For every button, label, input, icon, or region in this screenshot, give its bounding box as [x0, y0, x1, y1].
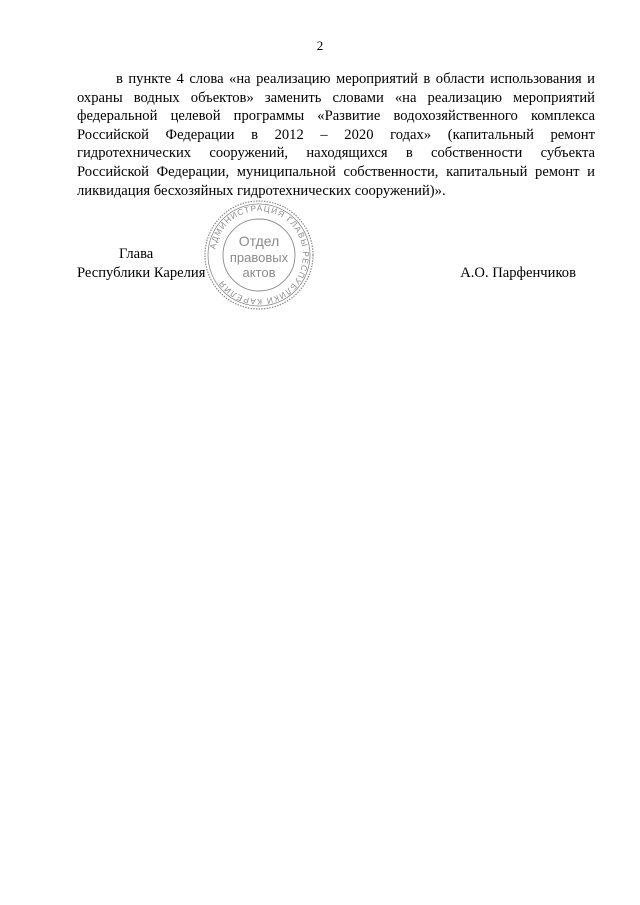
stamp-ring-text: АДМИНИСТРАЦИЯ ГЛАВЫ РЕСПУБЛИКИ КАРЕЛИЯ — [208, 203, 311, 307]
page-number: 2 — [316, 38, 324, 53]
official-stamp — [203, 199, 315, 311]
body-paragraph: в пункте 4 слова «на реализацию мероприятий в области использования и охраны водных объектов» заменить словами «на реализацию мероприятий федеральной целевой программы «Развитие водохозяйственного комплекса Российской Федерации в 2012 – 2020 годах» (капитальный ремонт гидротехнических сооружений, находящихся в собственности субъекта Российской Федерации, муниципальной собственности, капитальный ремонт и ликвидация бесхозяйных гидротехнических сооружений)». — [77, 71, 595, 199]
signature-role-line1: Глава — [119, 246, 154, 262]
stamp-center-line2: правовых — [229, 250, 289, 265]
stamp-center-line1: Отдел — [238, 233, 280, 249]
signature-name: А.О. Парфенчиков — [460, 265, 576, 281]
signature-role-line2: Республики Карелия — [77, 264, 206, 281]
stamp-center-line3: актов — [242, 265, 276, 280]
